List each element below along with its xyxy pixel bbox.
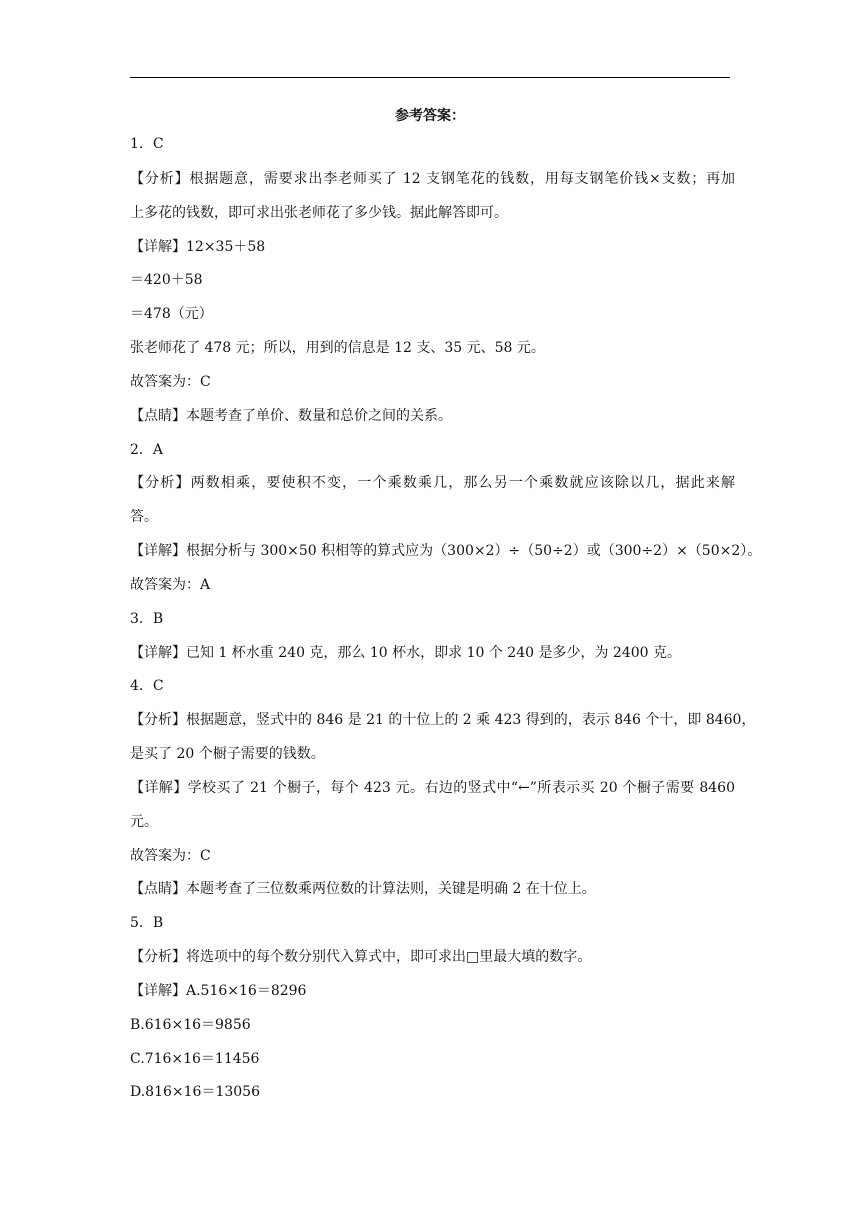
header-rule	[130, 77, 730, 78]
answer-4-analysis-line-2: 是买了 20 个橱子需要的钱数。	[130, 746, 325, 762]
answer-5-analysis: 【分析】将选项中的每个数分别代入算式中，即可求出□里最大填的数字。	[130, 949, 592, 965]
answer-1-solution-line-3: ＝478（元）	[130, 306, 213, 322]
answer-1-conclusion: 张老师花了 478 元；所以，用到的信息是 12 支、35 元、58 元。	[130, 340, 545, 356]
answer-4-comment: 【点睛】本题考查了三位数乘两位数的计算法则，关键是明确 2 在十位上。	[130, 881, 596, 897]
answer-1-analysis-line-1: 【分析】根据题意，需要求出李老师买了 12 支钢笔花的钱数，用每支钢笔价钱×支数；再加	[130, 171, 735, 187]
answer-1-comment: 【点睛】本题考查了单价、数量和总价之间的关系。	[130, 408, 452, 424]
answer-5-heading: 5．B	[130, 915, 164, 931]
answer-2-final: 故答案为：A	[130, 577, 211, 593]
answer-5-option-b: B.616×16＝9856	[130, 1017, 251, 1033]
answer-2-heading: 2．A	[130, 442, 164, 458]
answer-3-solution: 【详解】已知 1 杯水重 240 克，那么 10 杯水，即求 10 个 240 是多少，为 2400 克。	[130, 645, 682, 661]
answer-4-solution-line-1: 【详解】学校买了 21 个橱子，每个 423 元。右边的竖式中“←”所表示买 20 个橱子需要 8460	[130, 780, 735, 796]
answer-2-solution: 【详解】根据分析与 300×50 积相等的算式应为（300×2）÷（50÷2）或（300÷2）×（50×2）。	[130, 543, 762, 559]
answer-5-option-d: D.816×16＝13056	[130, 1084, 260, 1100]
answer-1-analysis-line-2: 上多花的钱数，即可求出张老师花了多少钱。据此解答即可。	[130, 205, 508, 221]
answer-4-final: 故答案为：C	[130, 848, 211, 864]
answer-2-analysis-line-2: 答。	[130, 509, 158, 525]
answer-1-heading: 1．C	[130, 136, 164, 152]
answer-5-option-c: C.716×16＝11456	[130, 1051, 260, 1067]
answer-1-solution-line-2: ＝420＋58	[130, 272, 203, 288]
answer-1-solution-line-1: 【详解】12×35＋58	[130, 239, 266, 255]
answer-1-final: 故答案为：C	[130, 374, 211, 390]
answer-2-analysis-line-1: 【分析】两数相乘，要使积不变，一个乘数乘几，那么另一个乘数就应该除以几，据此来解	[130, 475, 735, 491]
answer-4-solution-line-2: 元。	[130, 814, 158, 830]
answer-5-option-a: 【详解】A.516×16＝8296	[130, 983, 307, 999]
page-title: 参考答案：	[395, 108, 465, 124]
answer-4-analysis-line-1: 【分析】根据题意，竖式中的 846 是 21 的十位上的 2 乘 423 得到的，表示 846 个十，即 8460，	[130, 712, 756, 728]
answer-4-heading: 4．C	[130, 678, 164, 694]
answer-3-heading: 3．B	[130, 611, 164, 627]
